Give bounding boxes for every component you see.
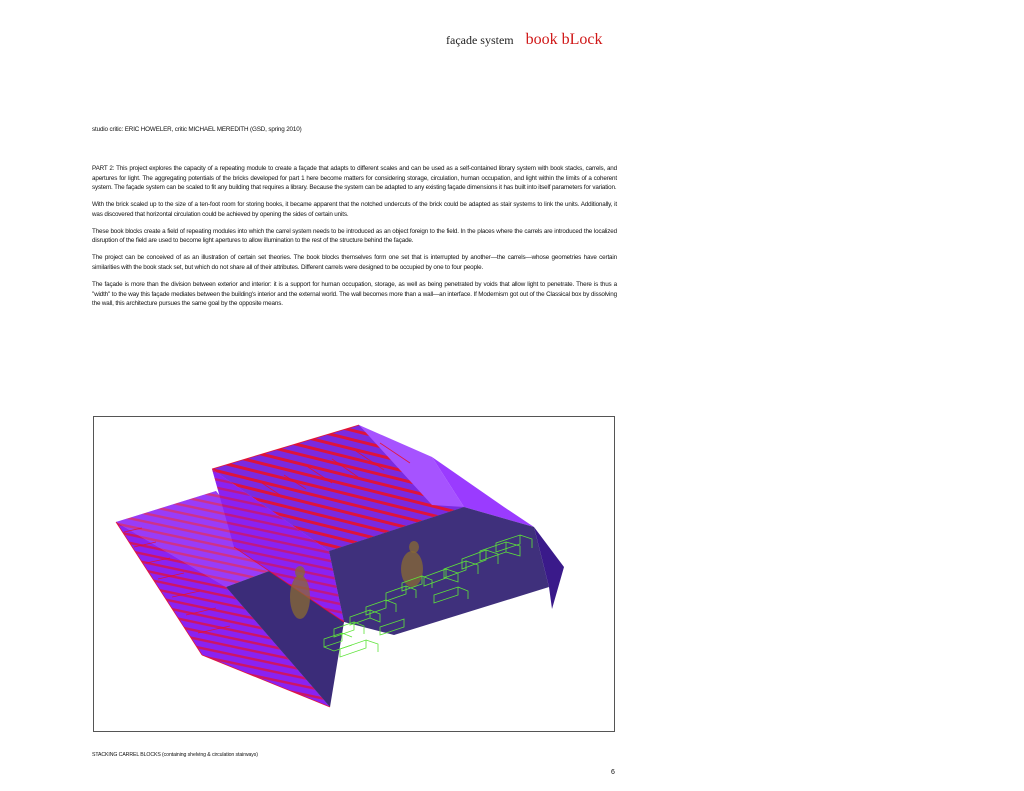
page-title: façade system <box>446 33 514 47</box>
project-description <box>92 164 617 316</box>
paragraph-set-theory: The project can be conceived of as an illustration of certain set theories. The book blocks themselves form one set that is interrupted by another—the carrels—whose geometries have certain similarities with the book stack set, but which do not share all of their attributes. Different carrels were designed to be occupied by one to four people. <box>92 254 617 271</box>
studio-credits: studio critic: ERIC HOWELER, critic MICHAEL MEREDITH (GSD, spring 2010) <box>92 126 302 133</box>
paragraph-facade: The façade is more than the division between exterior and interior: it is a support for human occupation, storage, as well as being penetrated by voids that allow light to penetrate. There is thus a "width" to the way this façade mediates between the building's interior and the external world. The wall becomes more than a wall—an interface. If Modernism got out of the Classical box by dissolving the wall, this architecture pursues the same goal by the opposite means. <box>92 280 617 308</box>
figure-caption: STACKING CARREL BLOCKS (containing shelving & circulation stairways) <box>92 752 258 758</box>
stacking-carrel-blocks-render <box>94 417 614 731</box>
paragraph-brick-scale: With the brick scaled up to the size of a ten-foot room for storing books, it became apparent that the notched undercuts of the brick could be adapted as stair systems to link the units. Additionally, it was discovered that horizontal circulation could be achieved by opening the sides of certain units. <box>92 201 617 218</box>
page-header <box>446 31 603 49</box>
project-title: book bLock <box>525 31 603 48</box>
paragraph-part2: PART 2: This project explores the capacity of a repeating module to create a façade that adapts to different scales and can be used as a self-contained library system with book stacks, carrels, and apertures for light. The aggregating potentials of the bricks developed for part 1 here become matters for considering storage, circulation, human occupation, and light within the limits of a coherent system. The façade system can be scaled to fit any building that requires a library. Because the system can be adapted to any existing façade dimensions it has built into itself parameters for variation. <box>92 165 617 192</box>
paragraph-book-blocks: These book blocks create a field of repeating modules into which the carrel system needs to be introduced as an object foreign to the field. In the places where the carrels are introduced the localized disruption of the field are used to become light apertures to allow illumination to the rest of the structure behind the façade. <box>92 227 617 245</box>
facade-render-figure <box>93 416 615 732</box>
page-number: 6 <box>611 769 615 776</box>
occupant-figure-right <box>401 551 423 587</box>
occupant-figure-left <box>290 575 310 619</box>
